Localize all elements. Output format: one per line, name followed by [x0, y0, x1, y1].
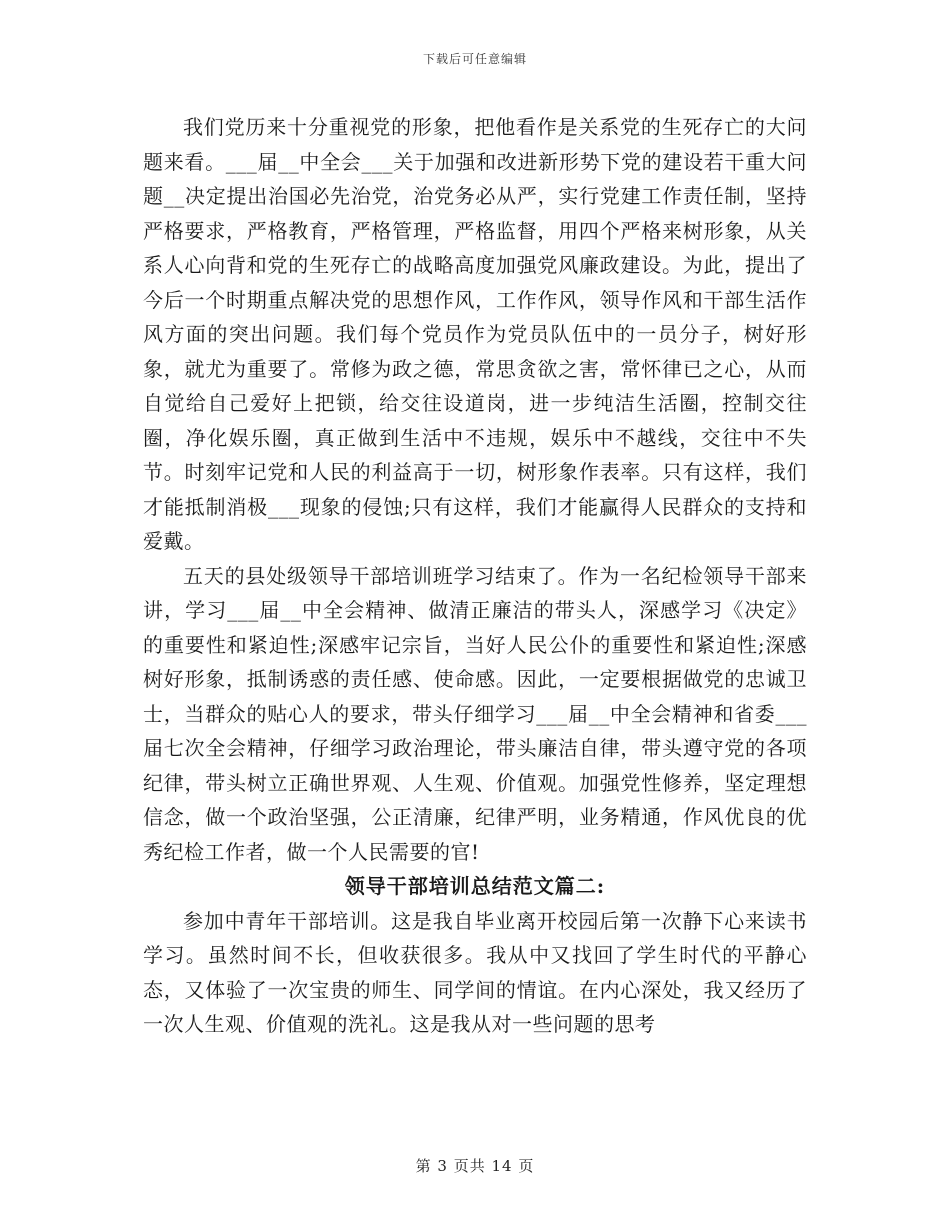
- body-paragraph-1: 我们党历来十分重视党的形象，把他看作是关系党的生死存亡的大问题来看。___届__中全会___关于加强和改进新形势下党的建设若干重大问题__决定提出治国必先治党，治党务必从严，实行党建工作责任制，坚持严格要求，严格教育，严格管理，严格监督，用四个严格来树形象，从关系人心向背和党的生死存亡的战略高度加强党风廉政建设。为此，提出了今后一个时期重点解决党的思想作风，工作作风，领导作风和干部生活作风方面的突出问题。我们每个党员作为党员队伍中的一员分子，树好形象，就尤为重要了。常修为政之德，常思贪欲之害，常怀律已之心，从而自觉给自己爱好上把锁，给交往设道岗，进一步纯洁生活圈，控制交往圈，净化娱乐圈，真正做到生活中不违规，娱乐中不越线，交往中不失节。时刻牢记党和人民的利益高于一切，树形象作表率。只有这样，我们才能抵制消极___现象的侵蚀;只有这样，我们才能赢得人民群众的支持和爱戴。: [143, 115, 807, 553]
- page-header: 下载后可任意编辑: [422, 52, 527, 66]
- body-paragraph-2: 五天的县处级领导干部培训班学习结束了。作为一名纪检领导干部来讲，学习___届__中全会精神、做清正廉洁的带头人，深感学习《决定》的重要性和紧迫性;深感牢记宗旨，当好人民公仆的重要性和紧迫性;深感树好形象，抵制诱惑的责任感、使命感。因此，一定要根据做党的忠诚卫士，当群众的贴心人的要求，带头仔细学习___届__中全会精神和省委___届七次全会精神，仔细学习政治理论，带头廉洁自律，带头遵守党的各项纪律，带头树立正确世界观、人生观、价值观。加强党性修养，坚定理想信念，做一个政治坚强，公正清廉，纪律严明，业务精通，作风优良的优秀纪检工作者，做一个人民需要的官!: [143, 563, 807, 864]
- section-paragraph: 参加中青年干部培训。这是我自毕业离开校园后第一次静下心来读书学习。虽然时间不长，但收获很多。我从中又找回了学生时代的平静心态，又体验了一次宝贵的师生、同学间的情谊。在内心深处，我又经历了一次人生观、价值观的洗礼。这是我从对一些问题的思考: [143, 908, 807, 1036]
- document-body: [143, 110, 807, 1042]
- section-heading: 领导干部培训总结范文篇二:: [344, 874, 606, 898]
- page-number: 第 3 页共 14 页: [415, 1157, 535, 1175]
